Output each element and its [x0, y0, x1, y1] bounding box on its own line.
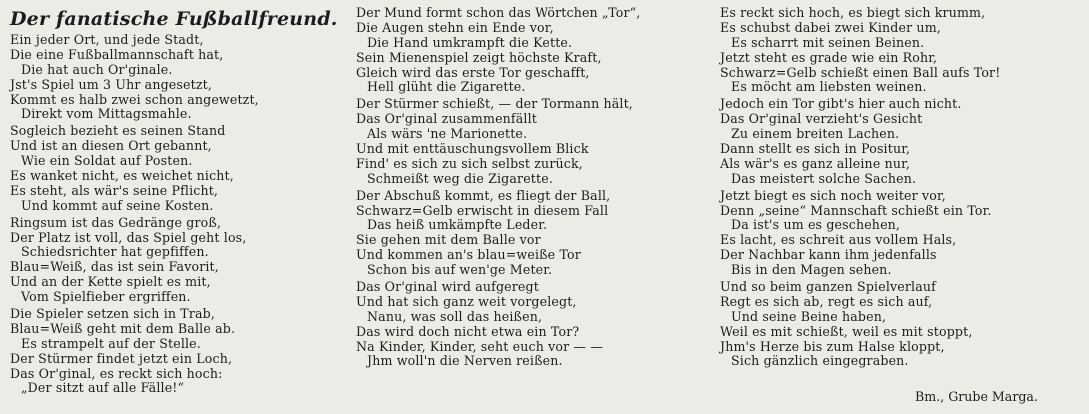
verse-line: Find' es sich zu sich selbst zurück, — [356, 155, 583, 171]
verse-line: Sein Mienenspiel zeigt höchste Kraft, — [356, 49, 602, 65]
verse-line: Hell glüht die Zigarette. — [367, 79, 526, 95]
author-signature: Bm., Grube Marga. — [915, 389, 1038, 404]
verse-line: Ringsum ist das Gedränge groß, — [10, 214, 222, 230]
verse-line: Die Augen stehn ein Ende vor, — [356, 19, 554, 35]
verse-line: Regt es sich ab, regt es sich auf, — [720, 293, 933, 309]
verse-line: Das Or'ginal verzieht's Gesicht — [720, 111, 923, 127]
verse-line: Schwarz=Gelb erwischt in diesem Fall — [356, 202, 609, 218]
verse-line: „Der sitzt auf alle Fälle!“ — [21, 380, 185, 396]
verse-line: Es reckt sich hoch, es biegt sich krumm, — [720, 5, 986, 20]
verse-line: Da ist's um es geschehen, — [731, 217, 901, 233]
verse-line: Die Spieler setzen sich in Trab, — [10, 306, 216, 322]
verse-line: Es möcht am liebsten weinen. — [731, 79, 927, 95]
stanza — [720, 6, 1080, 95]
verse-line: Sie gehen mit dem Balle vor — [356, 232, 541, 248]
verse-line: Das meistert solche Sachen. — [731, 170, 917, 186]
verse-line: Der Abschuß kommt, es fliegt der Ball, — [356, 187, 611, 203]
verse-line: Das wird doch nicht etwa ein Tor? — [356, 323, 580, 339]
verse-line: Es strampelt auf der Stelle. — [21, 335, 201, 351]
stanza — [356, 189, 714, 278]
verse-line: Bis in den Magen sehen. — [731, 262, 892, 278]
poem-column-2 — [356, 6, 714, 371]
stanza — [356, 6, 714, 95]
verse-line: Und kommt auf seine Kosten. — [21, 197, 214, 213]
verse-line: Es wanket nicht, es weichet nicht, — [10, 168, 234, 184]
verse-line: Es steht, als wär's seine Pflicht, — [10, 182, 219, 198]
stanza-container — [356, 6, 714, 369]
verse-line: Jetzt biegt es sich noch weiter vor, — [720, 187, 946, 203]
verse-line: Jedoch ein Tor gibt's hier auch nicht. — [720, 96, 962, 112]
verse-line: Jhm's Herze bis zum Halse kloppt, — [720, 338, 945, 354]
verse-line: Der Stürmer schießt, — der Tormann hält, — [356, 96, 633, 112]
verse-line: Wie ein Soldat auf Posten. — [21, 153, 193, 169]
verse-line: Der Platz ist voll, das Spiel geht los, — [10, 229, 247, 245]
verse-line: Jetzt steht es grade wie ein Rohr, — [720, 49, 938, 65]
verse-line: Die Hand umkrampft die Kette. — [367, 34, 573, 50]
verse-line: Weil es mit schießt, weil es mit stoppt, — [720, 323, 973, 339]
verse-line: Blau=Weiß, das ist sein Favorit, — [10, 259, 219, 275]
verse-line: Das Or'ginal wird aufgeregt — [356, 279, 539, 295]
stanza — [720, 97, 1080, 186]
stanza-container — [720, 6, 1080, 369]
verse-line: Schiedsrichter hat gepfiffen. — [21, 244, 209, 260]
verse-line: Der Nachbar kann ihm jedenfalls — [720, 247, 937, 263]
verse-line: Und ist an diesen Ort gebannt, — [10, 138, 212, 154]
stanza — [356, 97, 714, 186]
verse-line: Zu einem breiten Lachen. — [731, 126, 900, 142]
verse-line: Blau=Weiß geht mit dem Balle ab. — [10, 320, 236, 336]
poem-column-1 — [10, 6, 340, 398]
verse-line: Und mit enttäuschungsvollem Blick — [356, 141, 589, 157]
poem-title: Der fanatische Fußballfreund. — [10, 8, 338, 30]
verse-line: Es lacht, es schreit aus vollem Hals, — [720, 232, 957, 248]
verse-line: Ein jeder Ort, und jede Stadt, — [10, 32, 204, 47]
verse-line: Dann stellt es sich in Positur, — [720, 141, 911, 157]
verse-line: Und seine Beine haben, — [731, 308, 887, 324]
verse-line: Und an der Kette spielt es mit, — [10, 274, 211, 290]
verse-line: Und hat sich ganz weit vorgelegt, — [356, 293, 577, 309]
verse-line: Das Or'ginal, es reckt sich hoch: — [10, 365, 223, 381]
verse-line: Das Or'ginal zusammenfällt — [356, 111, 537, 127]
verse-line: Gleich wird das erste Tor geschafft, — [356, 64, 590, 80]
verse-line: Die hat auch Or'ginale. — [21, 61, 173, 77]
verse-line: Jhm woll'n die Nerven reißen. — [367, 353, 563, 369]
verse-line: Direkt vom Mittagsmahle. — [21, 106, 192, 122]
verse-line: Kommt es halb zwei schon angewetzt, — [10, 91, 259, 107]
verse-line: Als wär's es ganz alleine nur, — [720, 155, 911, 171]
verse-line: Der Mund formt schon das Wörtchen „Tor“, — [356, 5, 641, 20]
stanza — [10, 33, 340, 122]
poem-column-3 — [720, 6, 1080, 371]
verse-line: Sogleich bezieht es seinen Stand — [10, 123, 226, 139]
verse-line: Und so beim ganzen Spielverlauf — [720, 279, 936, 295]
verse-line: Schmeißt weg die Zigarette. — [367, 170, 553, 186]
verse-line: Na Kinder, Kinder, seht euch vor — — — [356, 338, 604, 354]
stanza — [720, 280, 1080, 369]
verse-line: Vom Spielfieber ergriffen. — [21, 289, 191, 305]
stanza — [10, 307, 340, 396]
verse-line: Schwarz=Gelb schießt einen Ball aufs Tor! — [720, 64, 1001, 80]
stanza — [10, 216, 340, 305]
verse-line: Es scharrt mit seinen Beinen. — [731, 34, 925, 50]
stanza — [356, 280, 714, 369]
verse-line: Das heiß umkämpfte Leder. — [367, 217, 548, 233]
verse-line: Schon bis auf wen'ge Meter. — [367, 262, 553, 278]
verse-line: Der Stürmer findet jetzt ein Loch, — [10, 350, 233, 366]
verse-line: Sich gänzlich eingegraben. — [731, 353, 909, 369]
verse-line: Und kommen an's blau=weiße Tor — [356, 247, 581, 263]
stanza — [10, 124, 340, 213]
verse-line: Als wärs 'ne Marionette. — [367, 126, 528, 142]
verse-line: Jst's Spiel um 3 Uhr angesetzt, — [10, 76, 212, 92]
verse-line: Die eine Fußballmannschaft hat, — [10, 46, 224, 62]
verse-line: Denn „seine“ Mannschaft schießt ein Tor. — [720, 202, 992, 218]
stanza — [720, 189, 1080, 278]
verse-line: Nanu, was soll das heißen, — [367, 308, 543, 324]
stanza-container — [10, 33, 340, 396]
verse-line: Es schubst dabei zwei Kinder um, — [720, 19, 941, 35]
